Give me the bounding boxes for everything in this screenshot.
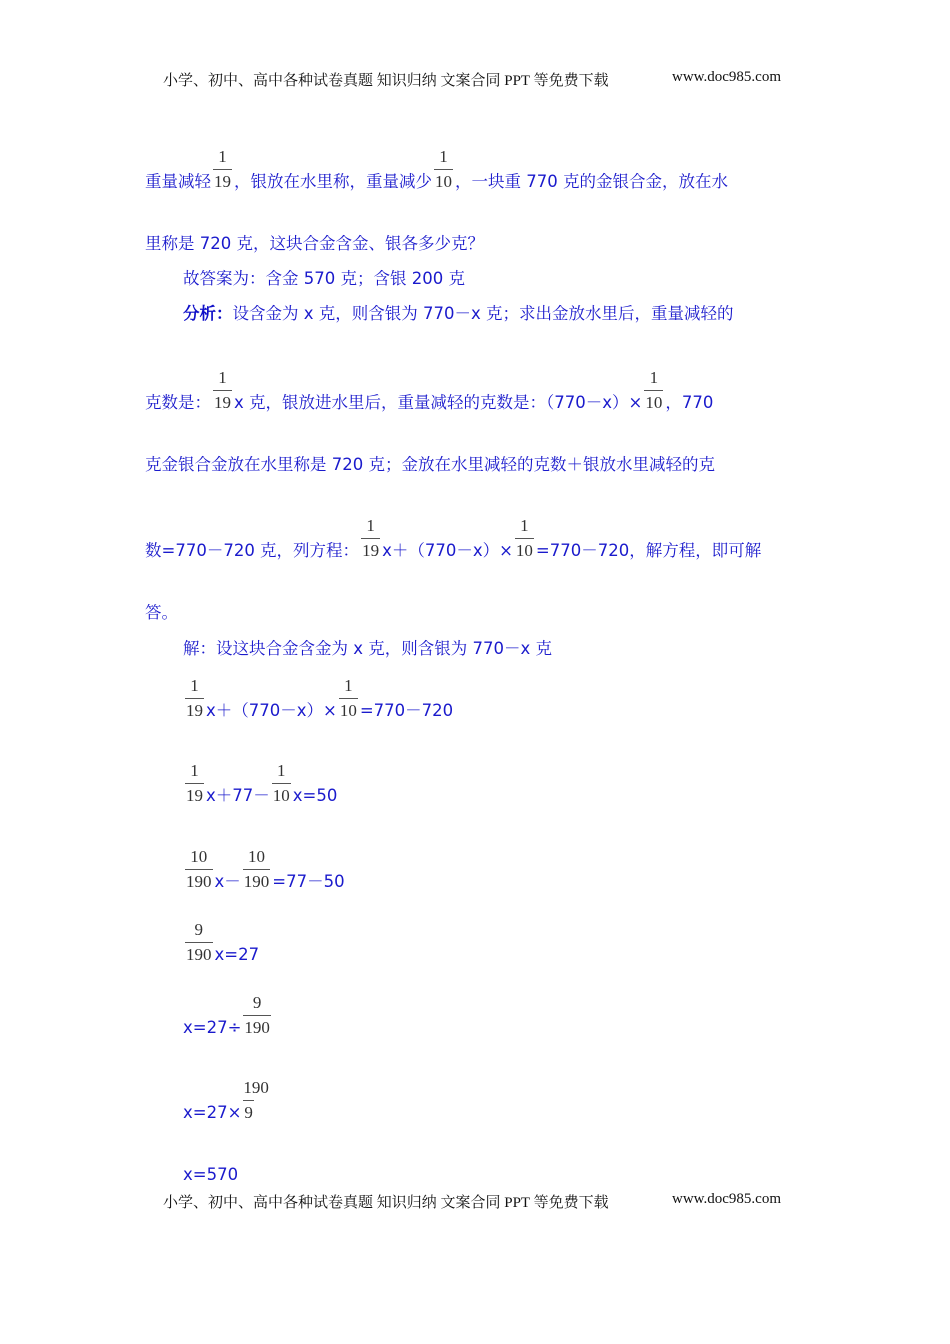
- answer-line: 故答案为：含金 570 克；含银 200 克: [183, 269, 465, 288]
- page-header: [163, 69, 793, 90]
- problem-line-2: 里称是 720 克，这块合金含金、银各多少克？: [145, 234, 484, 253]
- analysis-line-2: 克数是： $\frac{1}{19}$ x 克，银放进水里后，重量减轻的克数是：（770－x）× $\frac{1}{10}$ ，770: [145, 368, 714, 412]
- fraction: $\frac{1}{10}$: [339, 676, 357, 720]
- footer-url: www.doc985.com: [672, 1191, 782, 1207]
- fraction: $\frac{10}{190}$: [186, 847, 212, 891]
- text: ，一块重 770 克的金银合金，放在水: [455, 172, 728, 191]
- fraction: $\frac{9}{190}$: [244, 993, 270, 1037]
- analysis-line-3: 克金银合金放在水里称是 720 克；金放在水里减轻的克数＋银放水里减轻的克: [145, 455, 715, 474]
- footer-text: 小学、初中、高中各种试卷真题 知识归纳 文案合同 PPT 等免费下载: [163, 1195, 609, 1211]
- text: 重量减轻: [145, 172, 211, 191]
- header-text: 小学、初中、高中各种试卷真题 知识归纳 文案合同 PPT 等免费下载: [163, 73, 609, 89]
- solution-step-2: $\frac{1}{19} x+77-$ $\frac{1}{10} x=50$: [186, 761, 338, 805]
- analysis-label: 分析：: [183, 304, 233, 323]
- header-url: www.doc985.com: [672, 69, 782, 85]
- fraction: $\frac{1}{10}$: [645, 368, 663, 412]
- text: ，银放在水里称，重量减少: [234, 172, 432, 191]
- solution-intro: 解：设这块合金含金为 x 克，则含银为 770－x 克: [183, 639, 553, 658]
- fraction: $\frac{1}{19}$: [186, 676, 203, 720]
- solution-step-1: $\frac{1}{19} x+(770-x)\times$ $\frac{1}{10} =770-720$: [186, 676, 454, 720]
- fraction: $\frac{9}{190}$: [186, 920, 212, 964]
- fraction: $\frac{10}{190}$: [243, 847, 270, 891]
- fraction: $\frac{1}{10}$: [435, 147, 452, 191]
- page-footer: [163, 1191, 793, 1212]
- analysis-line-1: 分析：设含金为 x 克，则含银为 770－x 克；求出金放水里后，重量减轻的: [183, 304, 734, 323]
- solution-step-5: x=27÷ $\frac{9}{190}$: [183, 993, 270, 1037]
- problem-line-1: [145, 147, 728, 192]
- fraction: $\frac{1}{19}$: [214, 368, 231, 412]
- solution-step-3: $\frac{10}{190} x-$ $\frac{10}{190} =77-50$: [186, 847, 345, 891]
- fraction: $\frac{1}{10}$: [272, 761, 290, 805]
- solution-step-7: x=570: [183, 1165, 239, 1184]
- fraction: $\frac{1}{10}$: [515, 516, 533, 560]
- fraction: $\frac{190}{9}$: [243, 1078, 269, 1122]
- analysis-line-4: 数=770－720 克，列方程： $\frac{1}{19} x+(770-x)\times$ $\frac{1}{10} =770-720$，解方程，即可解: [145, 516, 762, 560]
- fraction: $\frac{1}{19}$: [362, 516, 380, 560]
- solution-step-4: $\frac{9}{190} x=27$: [186, 920, 260, 964]
- analysis-line-5: 答。: [145, 603, 178, 622]
- solution-step-6: x=27× $\frac{190}{9}$: [183, 1078, 269, 1122]
- fraction: $\frac{1}{19}$: [214, 147, 231, 191]
- fraction: $\frac{1}{19}$: [186, 761, 203, 805]
